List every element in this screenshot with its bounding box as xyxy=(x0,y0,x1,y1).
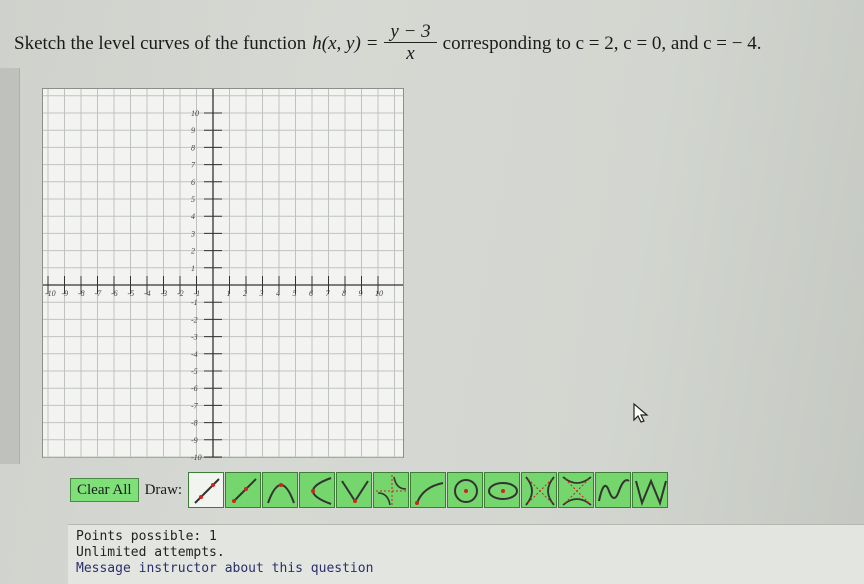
absolute-value-tool-icon[interactable] xyxy=(336,472,372,508)
y-tick-label: -1 xyxy=(191,298,198,308)
draw-label: Draw: xyxy=(144,481,183,498)
line-tool-icon[interactable] xyxy=(188,472,224,508)
x-tick-label: -3 xyxy=(160,289,168,298)
x-tick-label: 6 xyxy=(309,289,313,298)
y-tick-label: -4 xyxy=(191,349,198,359)
mouse-cursor-icon xyxy=(632,402,650,424)
x-tick-label: 1 xyxy=(226,289,231,298)
x-tick-label: 5 xyxy=(292,289,297,298)
horizontal-hyperbola-tool-icon[interactable] xyxy=(521,472,557,508)
y-tick-label: 8 xyxy=(191,143,195,153)
attempts-text: Unlimited attempts. xyxy=(76,545,225,560)
y-tick-label: -5 xyxy=(191,367,198,376)
parabola-tool-icon[interactable] xyxy=(262,472,298,508)
question-prefix: Sketch the level curves of the function xyxy=(14,32,307,54)
y-tick-label: -9 xyxy=(191,435,198,445)
sine-tool-icon[interactable] xyxy=(595,472,631,508)
x-tick-label: -6 xyxy=(111,289,118,298)
ellipse-tool-icon[interactable] xyxy=(484,472,520,508)
x-tick-label: 2 xyxy=(243,289,247,298)
sideways-parabola-tool-icon[interactable] xyxy=(299,472,335,508)
tool-palette xyxy=(188,472,669,508)
y-tick-label: 10 xyxy=(191,109,199,118)
x-tick-label: 7 xyxy=(325,289,330,298)
y-tick-label: -6 xyxy=(191,384,198,394)
y-tick-label: -3 xyxy=(191,332,198,342)
x-tick-label: -4 xyxy=(144,289,151,298)
hyperbola-tool-icon[interactable] xyxy=(373,472,409,508)
y-tick-label: 6 xyxy=(191,177,195,187)
graph-grid[interactable] xyxy=(43,89,403,462)
question-suffix: corresponding to c = 2, c = 0, and c = − 4. xyxy=(442,32,762,54)
y-tick-label: -7 xyxy=(191,401,198,411)
y-tick-label: 3 xyxy=(191,229,195,239)
draw-toolbar xyxy=(70,470,669,510)
fraction-numerator: y − 3 xyxy=(384,22,436,43)
x-tick-label: 8 xyxy=(342,289,346,298)
ray-tool-icon[interactable] xyxy=(225,472,261,508)
y-tick-label: 9 xyxy=(191,126,195,136)
vertical-hyperbola-tool-icon[interactable] xyxy=(558,472,594,508)
cosine-tool-icon[interactable] xyxy=(632,472,668,508)
side-panel xyxy=(0,68,20,464)
x-tick-label: -2 xyxy=(177,289,184,298)
y-tick-label: 5 xyxy=(191,195,195,204)
points-possible: Points possible: 1 xyxy=(76,529,217,544)
clear-all-button[interactable]: Clear All xyxy=(70,478,139,502)
fraction xyxy=(384,22,436,65)
y-tick-label: 1 xyxy=(191,263,195,273)
x-tick-label: -8 xyxy=(78,289,85,298)
graph-canvas[interactable] xyxy=(42,88,404,462)
x-tick-label: 9 xyxy=(358,289,363,298)
x-tick-label: -1 xyxy=(193,289,201,298)
square-root-tool-icon[interactable] xyxy=(410,472,446,508)
x-tick-label: 3 xyxy=(259,289,264,298)
question-info xyxy=(68,524,864,584)
function-name: h(x, y) = xyxy=(312,32,379,54)
question-text xyxy=(14,22,854,65)
fraction-denominator: x xyxy=(406,43,415,64)
y-tick-label: -10 xyxy=(191,453,202,462)
x-tick-label: 4 xyxy=(276,289,280,298)
message-instructor-link[interactable]: Message instructor about this question xyxy=(76,561,374,576)
y-tick-label: 7 xyxy=(191,160,195,170)
x-tick-label: -9 xyxy=(61,289,69,298)
y-tick-label: 2 xyxy=(191,246,195,256)
x-tick-label: -5 xyxy=(127,289,135,298)
x-tick-label: 10 xyxy=(375,289,383,298)
x-tick-label: -10 xyxy=(45,289,56,298)
y-tick-label: -8 xyxy=(191,418,198,428)
y-tick-label: 4 xyxy=(191,212,195,222)
y-tick-label: -2 xyxy=(191,315,198,325)
circle-tool-icon[interactable] xyxy=(447,472,483,508)
x-tick-label: -7 xyxy=(94,289,102,298)
